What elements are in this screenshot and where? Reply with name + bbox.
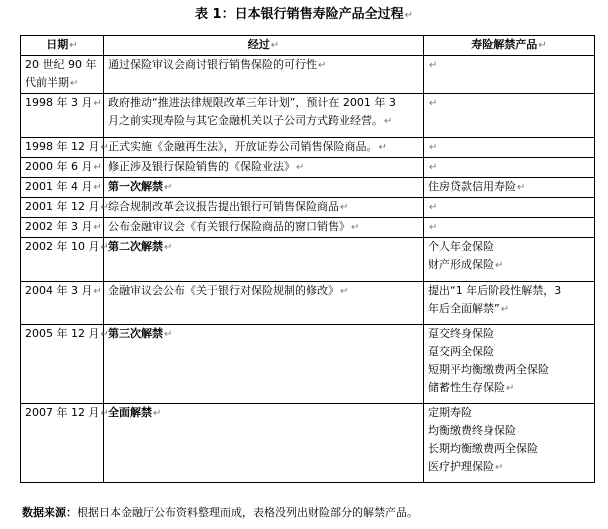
paragraph-mark-icon: ↵: [495, 260, 504, 271]
paragraph-mark-icon: ↵: [384, 116, 393, 127]
table-row: [21, 282, 595, 325]
products-cell: [424, 198, 595, 218]
products-cell-line: [428, 440, 590, 458]
process-cell-text: 公布金融审议会《有关银行保险商品的窗口销售》: [108, 220, 350, 233]
paragraph-mark-icon: ↵: [93, 222, 102, 233]
table-row: [21, 56, 595, 94]
products-cell: [424, 178, 595, 198]
date-cell: [21, 158, 104, 178]
paragraph-mark-icon: ↵: [351, 222, 360, 233]
date-cell: [21, 178, 104, 198]
products-cell-line: [428, 282, 590, 300]
source-label: 数据来源：: [22, 506, 77, 519]
date-cell-line: [25, 94, 102, 113]
table-row: [21, 404, 595, 483]
paragraph-mark-icon: ↵: [93, 162, 102, 173]
date-cell-text: 2001 年 12 月: [25, 200, 100, 213]
paragraph-mark-icon: ↵: [93, 182, 102, 193]
date-cell-line: [25, 158, 102, 177]
header-date: [21, 36, 104, 56]
paragraph-mark-icon: ↵: [100, 202, 109, 213]
products-cell: [424, 138, 595, 158]
paragraph-mark-icon: ↵: [296, 162, 305, 173]
products-cell-text: 住房贷款信用寿险: [428, 180, 516, 193]
paragraph-mark-icon: ↵: [506, 383, 515, 394]
process-cell: [104, 178, 424, 198]
process-cell: [104, 158, 424, 178]
products-cell-text: 医疗护理保险: [428, 460, 494, 473]
process-cell: [104, 325, 424, 404]
paragraph-mark-icon: ↵: [93, 98, 102, 109]
products-cell-text: 均衡缴费终身保险: [428, 424, 516, 437]
products-cell-text: 定期寿险: [428, 406, 472, 419]
process-cell-line: [108, 178, 419, 197]
products-cell-line: [428, 422, 590, 440]
process-cell-line: [108, 238, 419, 257]
products-cell-line: [428, 379, 590, 398]
process-cell-line: [108, 198, 419, 217]
date-cell-line: [25, 282, 102, 301]
date-cell-text: 2007 年 12 月: [25, 406, 100, 419]
paragraph-mark-icon: ↵: [429, 142, 438, 153]
date-cell: [21, 138, 109, 158]
table-row: [21, 178, 595, 198]
process-cell: [104, 404, 424, 483]
process-cell-line: [108, 56, 419, 75]
date-cell: [21, 198, 109, 218]
products-cell: [424, 282, 595, 325]
table-row: [21, 198, 595, 218]
products-cell-text: 提出“1 年后阶段性解禁，3: [428, 284, 562, 297]
products-cell-line: [428, 56, 590, 75]
products-cell: [424, 238, 595, 282]
products-cell: [424, 94, 595, 138]
paragraph-mark-icon: ↵: [318, 60, 327, 71]
paragraph-mark-icon: ↵: [270, 40, 280, 51]
paragraph-mark-icon: ↵: [153, 408, 162, 419]
paragraph-mark-icon: ↵: [404, 10, 413, 21]
paragraph-mark-icon: ↵: [517, 182, 526, 193]
process-cell-text: 综合规制改革会议报告提出银行可销售保险商品: [108, 200, 339, 213]
process-cell: [104, 198, 424, 218]
process-cell: [104, 282, 424, 325]
products-cell-text: 长期均衡缴费两全保险: [428, 442, 538, 455]
history-table: [20, 35, 595, 483]
process-cell-text: 第一次解禁: [108, 180, 163, 193]
paragraph-mark-icon: ↵: [340, 202, 349, 213]
paragraph-mark-icon: ↵: [429, 162, 438, 173]
date-cell-line: [25, 325, 109, 344]
paragraph-mark-icon: ↵: [538, 40, 547, 51]
date-cell-line: [25, 218, 102, 237]
products-cell: [424, 325, 595, 404]
products-cell: [424, 218, 595, 238]
date-cell-text: 2000 年 6 月: [25, 160, 93, 173]
date-cell-text: 2002 年 3 月: [25, 220, 93, 233]
products-cell-line: [428, 238, 590, 256]
products-cell-line: [428, 178, 590, 197]
paragraph-mark-icon: ↵: [100, 329, 109, 340]
process-cell-text: 第二次解禁: [108, 240, 163, 253]
date-cell-line: [25, 198, 109, 217]
process-cell-line: [108, 404, 419, 423]
table-row: [21, 238, 595, 282]
products-cell-line: [428, 325, 590, 343]
paragraph-mark-icon: ↵: [429, 222, 438, 233]
header-date-label: 日期: [46, 38, 69, 51]
date-cell-text: 2002 年 10 月: [25, 240, 100, 253]
products-cell-line: [428, 361, 590, 379]
products-cell-text: 个人年金保险: [428, 240, 494, 253]
products-cell-line: [428, 343, 590, 361]
header-products: [424, 36, 595, 56]
paragraph-mark-icon: ↵: [340, 286, 349, 297]
process-cell-text: 金融审议会公布《关于银行对保险规制的修改》: [108, 284, 339, 297]
date-cell: [21, 238, 109, 282]
paragraph-mark-icon: ↵: [93, 286, 102, 297]
table-row: [21, 138, 595, 158]
process-cell-line: [108, 325, 419, 344]
process-cell-line: [108, 94, 419, 112]
products-cell-text: 财产形成保险: [428, 258, 494, 271]
date-cell-line: [25, 138, 109, 157]
process-cell: [104, 94, 424, 138]
table-title-text: 表 1：日本银行销售寿险产品全过程: [195, 7, 404, 22]
products-cell-line: [428, 458, 590, 477]
date-cell: [21, 325, 109, 404]
table-body: [21, 56, 595, 483]
products-cell: [424, 56, 595, 94]
process-cell: [104, 138, 424, 158]
process-cell-text: 修正涉及银行保险销售的《保险业法》: [108, 160, 295, 173]
process-cell-text: 通过保险审议会商讨银行销售保险的可行性: [108, 58, 317, 71]
products-cell-line: [428, 198, 590, 217]
table-header-row: [21, 36, 595, 56]
process-cell-text: 正式实施《金融再生法》，开放证券公司销售保险商品。: [108, 140, 378, 153]
date-cell: [21, 218, 104, 238]
paragraph-mark-icon: ↵: [69, 40, 78, 51]
date-cell-text: 2005 年 12 月: [25, 327, 100, 340]
process-cell-text: 全面解禁: [108, 406, 152, 419]
process-cell-text: 月之前实现寿险与其它金融机关以子公司方式跨业经营。: [108, 114, 383, 127]
process-cell: [104, 238, 424, 282]
process-cell-text: 政府推动“推进法律规限改革三年计划”，预计在 2001 年 3: [108, 96, 396, 109]
date-cell-text: 2004 年 3 月: [25, 284, 93, 297]
date-cell-text: 代前半期: [25, 76, 69, 89]
paragraph-mark-icon: ↵: [164, 242, 173, 253]
header-products-label: 寿险解禁产品: [471, 38, 538, 51]
process-cell-line: [108, 158, 419, 177]
date-cell-text: 1998 年 12 月: [25, 140, 100, 153]
paragraph-mark-icon: ↵: [500, 304, 510, 315]
table-row: [21, 158, 595, 178]
paragraph-mark-icon: ↵: [100, 242, 109, 253]
table-row: [21, 325, 595, 404]
products-cell-text: 趸交两全保险: [428, 345, 494, 358]
paragraph-mark-icon: ↵: [100, 142, 109, 153]
date-cell-line: [25, 74, 99, 93]
date-cell-line: [25, 238, 109, 257]
paragraph-mark-icon: ↵: [429, 98, 438, 109]
paragraph-mark-icon: ↵: [429, 60, 438, 71]
date-cell: [21, 404, 109, 483]
paragraph-mark-icon: ↵: [429, 202, 438, 213]
products-cell: [424, 404, 595, 483]
date-cell-line: [25, 56, 99, 74]
paragraph-mark-icon: ↵: [164, 329, 173, 340]
paragraph-mark-icon: ↵: [164, 182, 173, 193]
products-cell-line: [428, 404, 590, 422]
products-cell-text: 年后全面解禁”: [428, 302, 500, 315]
date-cell-line: [25, 178, 102, 197]
products-cell-text: 趸交终身保险: [428, 327, 494, 340]
process-cell-line: [108, 112, 419, 131]
date-cell-text: 20 世纪 90 年: [25, 58, 97, 71]
date-cell-text: 2001 年 4 月: [25, 180, 93, 193]
process-cell: [104, 218, 424, 238]
products-cell: [424, 158, 595, 178]
table-row: [21, 94, 595, 138]
header-process: [104, 36, 424, 56]
header-process-label: 经过: [247, 38, 270, 51]
process-cell-line: [108, 282, 419, 301]
paragraph-mark-icon: ↵: [70, 78, 79, 89]
paragraph-mark-icon: ↵: [378, 142, 387, 153]
table-row: [21, 218, 595, 238]
process-cell-line: [108, 218, 419, 237]
process-cell-line: [108, 138, 419, 157]
date-cell-text: 1998 年 3 月: [25, 96, 93, 109]
products-cell-line: [428, 94, 590, 113]
products-cell-line: [428, 158, 590, 177]
date-cell: [21, 282, 104, 325]
products-cell-line: [428, 218, 590, 237]
table-title: [0, 6, 608, 25]
source-text: 根据日本金融厅公布资料整理而成，表格没列出财险部分的解禁产品。: [77, 506, 418, 519]
products-cell-text: 储蓄性生存保险: [428, 381, 505, 394]
process-cell: [104, 56, 424, 94]
date-cell: [21, 94, 104, 138]
products-cell-line: [428, 138, 590, 157]
process-cell-text: 第三次解禁: [108, 327, 163, 340]
products-cell-line: [428, 300, 590, 319]
products-cell-text: 短期平均衡缴费两全保险: [428, 363, 549, 376]
date-cell: [21, 56, 104, 94]
paragraph-mark-icon: ↵: [495, 462, 504, 473]
paragraph-mark-icon: ↵: [100, 408, 109, 419]
date-cell-line: [25, 404, 109, 423]
source-note: [22, 505, 418, 521]
products-cell-line: [428, 256, 590, 275]
